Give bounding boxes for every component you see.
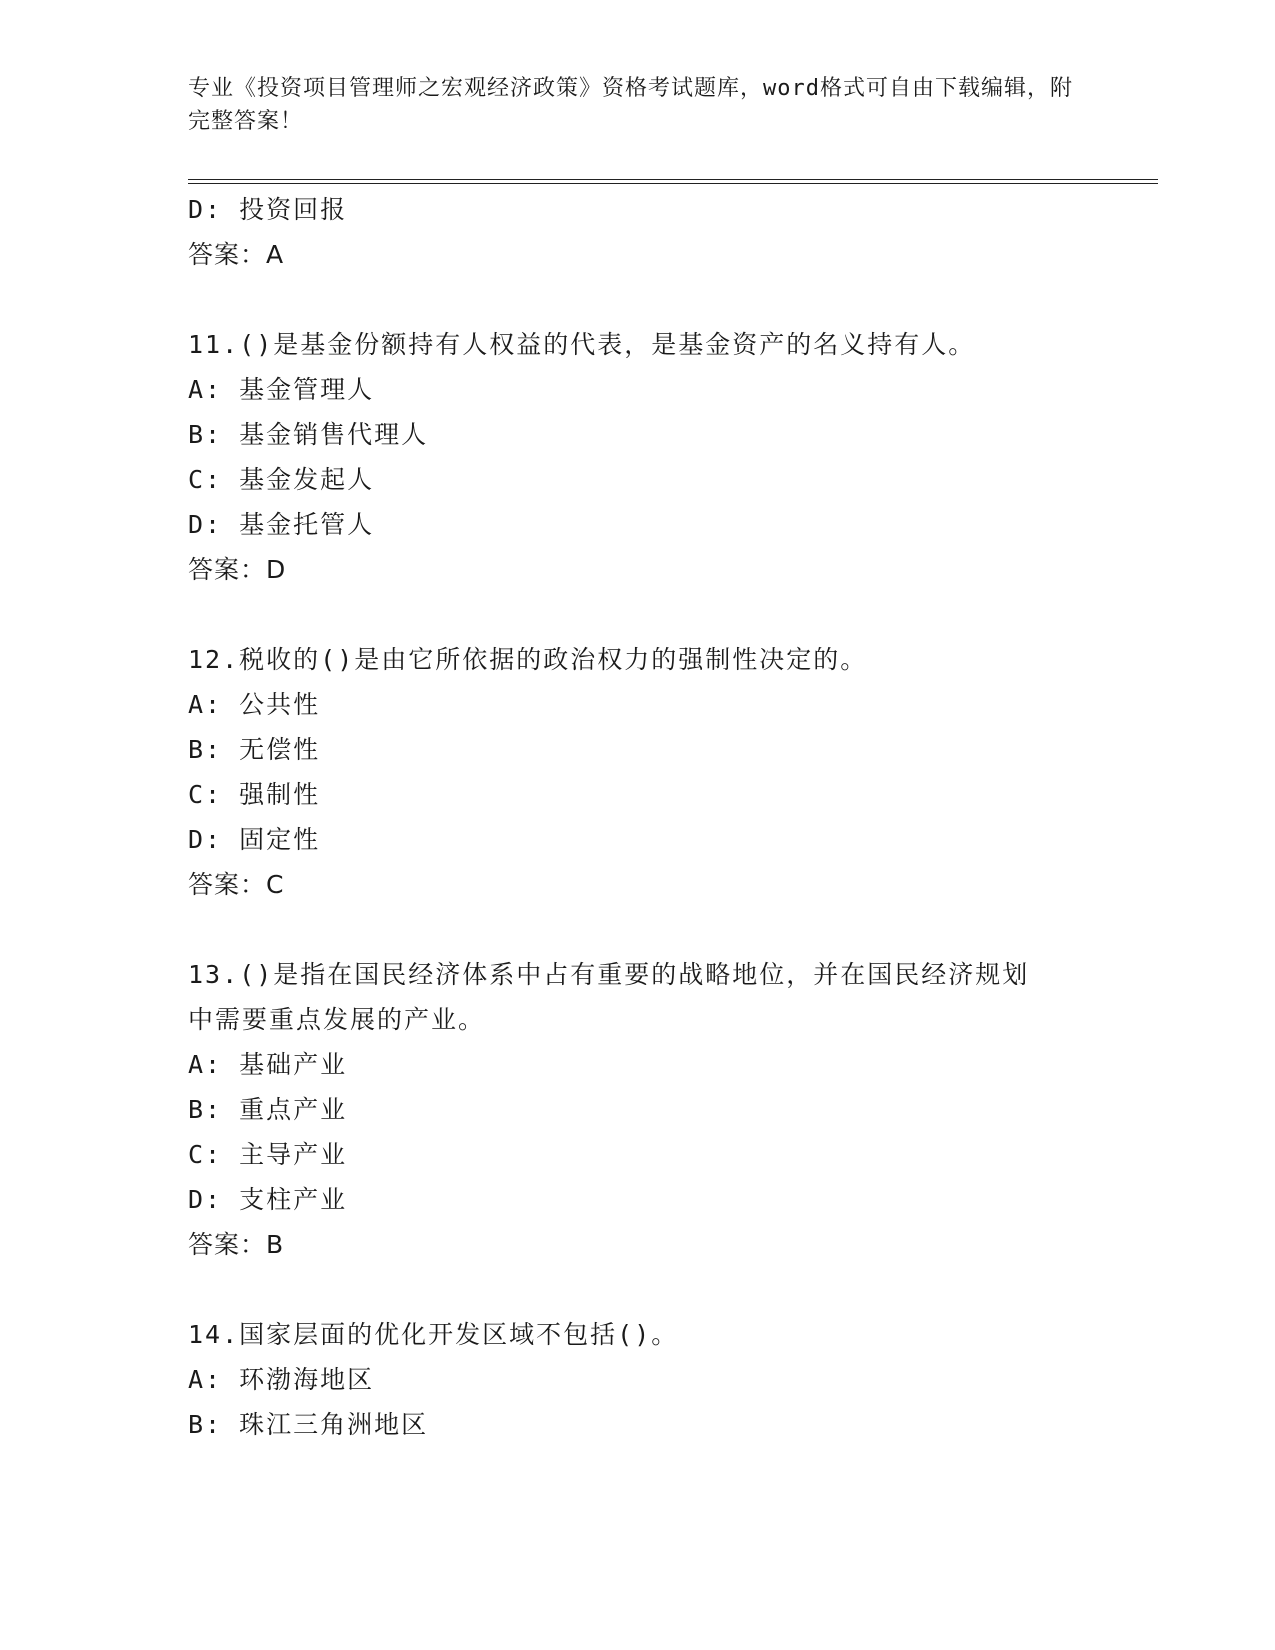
option-line: A: 基础产业 — [188, 1050, 348, 1079]
header-divider-top — [188, 179, 1158, 180]
question-line: 12.税收的()是由它所依据的政治权力的强制性决定的。 — [188, 645, 868, 674]
option-line: C: 基金发起人 — [188, 465, 375, 494]
option-line: C: 主导产业 — [188, 1140, 348, 1169]
question-line: 13.()是指在国民经济体系中占有重要的战略地位，并在国民经济规划 — [188, 960, 1030, 989]
document-header: 专业《投资项目管理师之宏观经济政策》资格考试题库，word格式可自由下载编辑，附完整答案！ — [188, 76, 1073, 134]
option-line: D: 投资回报 — [188, 195, 348, 224]
option-line: B: 重点产业 — [188, 1095, 348, 1124]
option-line: B: 基金销售代理人 — [188, 420, 429, 449]
option-line: A: 公共性 — [188, 690, 321, 719]
answer-line: 答案：B — [188, 1230, 285, 1259]
question-line: 11.()是基金份额持有人权益的代表，是基金资产的名义持有人。 — [188, 330, 976, 359]
answer-line: 答案：A — [188, 240, 285, 269]
option-line: A: 环渤海地区 — [188, 1365, 375, 1394]
answer-line: 答案：C — [188, 870, 285, 899]
question-line: 14.国家层面的优化开发区域不包括()。 — [188, 1320, 679, 1349]
option-line: A: 基金管理人 — [188, 375, 375, 404]
option-line: B: 无偿性 — [188, 735, 321, 764]
question-line-continued: 中需要重点发展的产业。 — [188, 1005, 486, 1034]
option-line: B: 珠江三角洲地区 — [188, 1410, 429, 1439]
answer-line: 答案：D — [188, 555, 287, 584]
option-line: D: 固定性 — [188, 825, 321, 854]
option-line: D: 支柱产业 — [188, 1185, 348, 1214]
header-divider-bottom — [188, 183, 1158, 184]
option-line: C: 强制性 — [188, 780, 321, 809]
option-line: D: 基金托管人 — [188, 510, 375, 539]
